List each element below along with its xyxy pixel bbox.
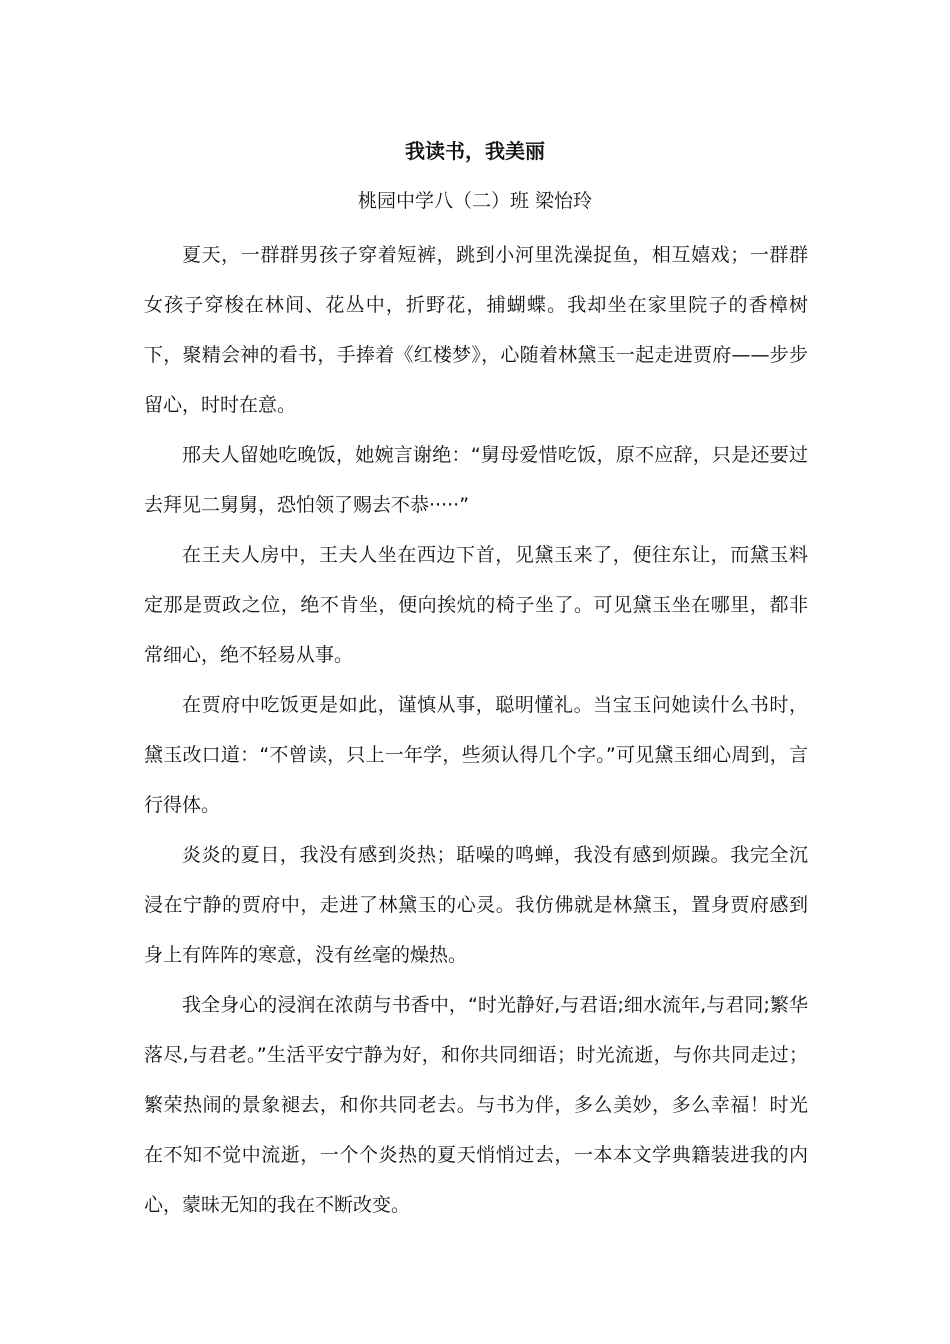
paragraph: 在王夫人房中，王夫人坐在西边下首，见黛玉来了，便往东让，而黛玉料定那是贾政之位，绝不肯坐，便向挨炕的椅子坐了。可见黛玉坐在哪里，都非常细心，绝不轻易从事。 [144, 544, 808, 666]
article-body [144, 230, 808, 1230]
paragraph: 在贾府中吃饭更是如此，谨慎从事，聪明懂礼。当宝玉问她读什么书时，黛玉改口道：“不曾读，只上一年学，些须认得几个字。”可见黛玉细心周到，言行得体。 [144, 694, 808, 816]
paragraph: 我全身心的浸润在浓荫与书香中，“时光静好,与君语;细水流年,与君同;繁华落尽,与君老。”生活平安宁静为好，和你共同细语；时光流逝，与你共同走过；繁荣热闹的景象褪去，和你共同老去。与书为伴，多么美妙，多么幸福！时光在不知不觉中流逝，一个个炎热的夏天悄悄过去，一本本文学典籍装进我的内心，蒙昧无知的我在不断改变。 [144, 994, 808, 1216]
paragraph: 邢夫人留她吃晚饭，她婉言谢绝：“舅母爱惜吃饭，原不应辞，只是还要过去拜见二舅舅，恐怕领了赐去不恭·····” [144, 444, 808, 516]
paragraph: 夏天，一群群男孩子穿着短裤，跳到小河里洗澡捉鱼，相互嬉戏；一群群女孩子穿梭在林间、花丛中，折野花，捕蝴蝶。我却坐在家里院子的香樟树下，聚精会神的看书，手捧着《红楼梦》，心随着林黛玉一起走进贾府——步步留心，时时在意。 [144, 244, 808, 416]
author-byline: 桃园中学八（二）班 梁怡玲 [357, 190, 593, 212]
paragraph: 炎炎的夏日，我没有感到炎热；聒噪的鸣蝉，我没有感到烦躁。我完全沉浸在宁静的贾府中，走进了林黛玉的心灵。我仿佛就是林黛玉，置身贾府感到身上有阵阵的寒意，没有丝毫的燥热。 [144, 844, 808, 966]
page-title: 我读书，我美丽 [405, 139, 545, 163]
